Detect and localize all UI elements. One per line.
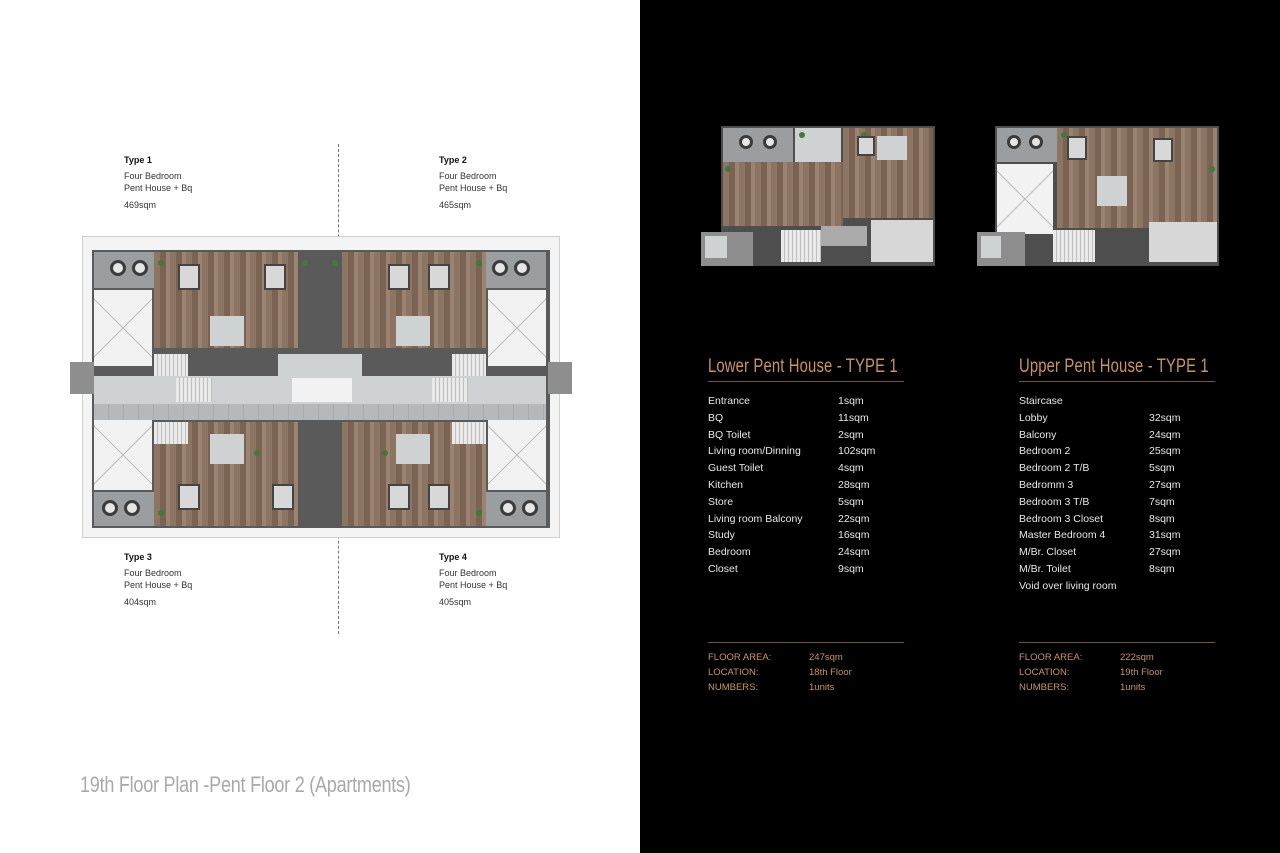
spec-value: 22sqm <box>838 512 870 525</box>
spec-value: 7sqm <box>1149 495 1175 508</box>
spec-value: 32sqm <box>1149 411 1181 424</box>
numbers-value: 1units <box>1120 682 1146 693</box>
right-page <box>640 0 1280 853</box>
spec-row <box>708 494 908 511</box>
spec-name: Bedroom 2 T/B <box>1019 462 1090 475</box>
type-title: Type 2 <box>439 155 467 165</box>
spec-value: 8sqm <box>1149 512 1175 525</box>
spec-row <box>708 393 908 410</box>
floor-area-label: FLOOR AREA: <box>708 652 772 663</box>
spec-value: 5sqm <box>1149 462 1175 475</box>
spec-value: 16sqm <box>838 529 870 542</box>
spec-name: Lobby <box>1019 411 1048 424</box>
upper-penthouse-title: Upper Pent House - TYPE 1 <box>1019 356 1209 377</box>
type-description: Four Bedroom <box>439 568 497 578</box>
spec-name: Bedroom 3 T/B <box>1019 495 1090 508</box>
spec-value: 24sqm <box>1149 428 1181 441</box>
summary-rule <box>1019 642 1215 643</box>
floor-plan-core <box>92 250 550 528</box>
upper-penthouse-spec-table <box>1019 393 1219 595</box>
spec-value: 28sqm <box>838 478 870 491</box>
type-title: Type 1 <box>124 155 152 165</box>
spec-row <box>1019 511 1219 528</box>
spec-row <box>708 443 908 460</box>
summary-rule <box>708 642 904 643</box>
location-value: 19th Floor <box>1120 667 1163 678</box>
spec-name: Balcony <box>1019 428 1057 441</box>
floor-area-value: 247sqm <box>809 652 843 663</box>
spec-row <box>708 561 908 578</box>
spec-name: Bedroom 3 Closet <box>1019 512 1104 525</box>
spec-name: M/Br. Closet <box>1019 546 1077 559</box>
page-title: 19th Floor Plan -Pent Floor 2 (Apartments) <box>80 772 411 797</box>
spec-value: 11sqm <box>838 411 869 424</box>
spec-value: 27sqm <box>1149 478 1181 491</box>
spec-row <box>1019 460 1219 477</box>
type-description: Four Bedroom <box>124 171 182 181</box>
upper-penthouse-plan-image <box>977 126 1221 270</box>
upper-penthouse-summary <box>1019 650 1219 695</box>
spec-row <box>1019 561 1219 578</box>
spec-row <box>1019 494 1219 511</box>
spec-value: 25sqm <box>1149 445 1181 458</box>
spec-name: Kitchen <box>708 478 744 491</box>
spec-name: Master Bedroom 4 <box>1019 529 1106 542</box>
floor-area-label: FLOOR AREA: <box>1019 652 1083 663</box>
type-description: Pent House + Bq <box>439 580 508 590</box>
spec-row <box>708 544 908 561</box>
numbers-value: 1units <box>809 682 835 693</box>
spec-value: 2sqm <box>838 428 864 441</box>
type-area: 404sqm <box>124 597 157 607</box>
spec-row <box>1019 527 1219 544</box>
spec-name: Study <box>708 529 735 542</box>
spec-name: Bedroom 2 <box>1019 445 1071 458</box>
type-area: 405sqm <box>439 597 472 607</box>
type-description: Four Bedroom <box>124 568 182 578</box>
spec-value: 31sqm <box>1149 529 1181 542</box>
spec-name: Living room/Dinning <box>708 445 801 458</box>
spec-value: 8sqm <box>1149 562 1175 575</box>
spec-name: Void over living room <box>1019 579 1117 592</box>
spec-row <box>708 477 908 494</box>
spec-name: Bedromm 3 <box>1019 478 1074 491</box>
lower-penthouse-plan-image <box>701 126 935 270</box>
type-area: 469sqm <box>124 200 157 210</box>
spec-name: Store <box>708 495 734 508</box>
lower-penthouse-spec-table <box>708 393 908 578</box>
type-1-label <box>124 154 192 211</box>
title-rule <box>1019 381 1215 382</box>
type-description: Four Bedroom <box>439 171 497 181</box>
spec-value: 9sqm <box>838 562 864 575</box>
spec-value: 102sqm <box>838 445 876 458</box>
spec-row <box>708 427 908 444</box>
spec-value: 1sqm <box>838 395 864 407</box>
spec-value: 5sqm <box>838 495 864 508</box>
type-3-label <box>124 551 192 608</box>
location-label: LOCATION: <box>708 667 759 678</box>
spec-row <box>1019 578 1219 595</box>
spec-name: BQ Toilet <box>708 428 751 441</box>
spec-value: 4sqm <box>838 462 864 475</box>
spec-name: BQ <box>708 411 724 424</box>
type-description: Pent House + Bq <box>124 183 193 193</box>
spec-row <box>708 527 908 544</box>
spec-name: Guest Toilet <box>708 462 764 475</box>
spec-name: M/Br. Toilet <box>1019 562 1071 575</box>
lower-penthouse-summary <box>708 650 908 695</box>
type-title: Type 4 <box>439 552 467 562</box>
spec-row <box>1019 393 1219 410</box>
spec-row <box>708 460 908 477</box>
type-4-label <box>439 551 507 608</box>
title-rule <box>708 381 904 382</box>
spec-name: Entrance <box>708 395 751 407</box>
floor-area-value: 222sqm <box>1120 652 1154 663</box>
spec-row <box>1019 477 1219 494</box>
type-title: Type 3 <box>124 552 152 562</box>
numbers-label: NUMBERS: <box>1019 682 1070 693</box>
spec-name: Bedroom <box>708 546 751 559</box>
spec-row <box>1019 443 1219 460</box>
spec-row <box>708 410 908 427</box>
spec-row <box>1019 410 1219 427</box>
location-label: LOCATION: <box>1019 667 1070 678</box>
type-area: 465sqm <box>439 200 472 210</box>
spec-name: Closet <box>708 562 738 575</box>
spec-row <box>1019 427 1219 444</box>
spec-row <box>1019 544 1219 561</box>
location-value: 18th Floor <box>809 667 852 678</box>
spec-name: Living room Balcony <box>708 512 803 525</box>
floor-plan-image <box>70 236 572 538</box>
type-description: Pent House + Bq <box>439 183 508 193</box>
spec-value: 27sqm <box>1149 546 1181 559</box>
numbers-label: NUMBERS: <box>708 682 759 693</box>
spec-name: Staircase <box>1019 395 1063 407</box>
spec-value: 24sqm <box>838 546 870 559</box>
type-2-label <box>439 154 507 211</box>
spec-row <box>708 511 908 528</box>
type-description: Pent House + Bq <box>124 580 193 590</box>
lower-penthouse-title: Lower Pent House - TYPE 1 <box>708 356 898 377</box>
